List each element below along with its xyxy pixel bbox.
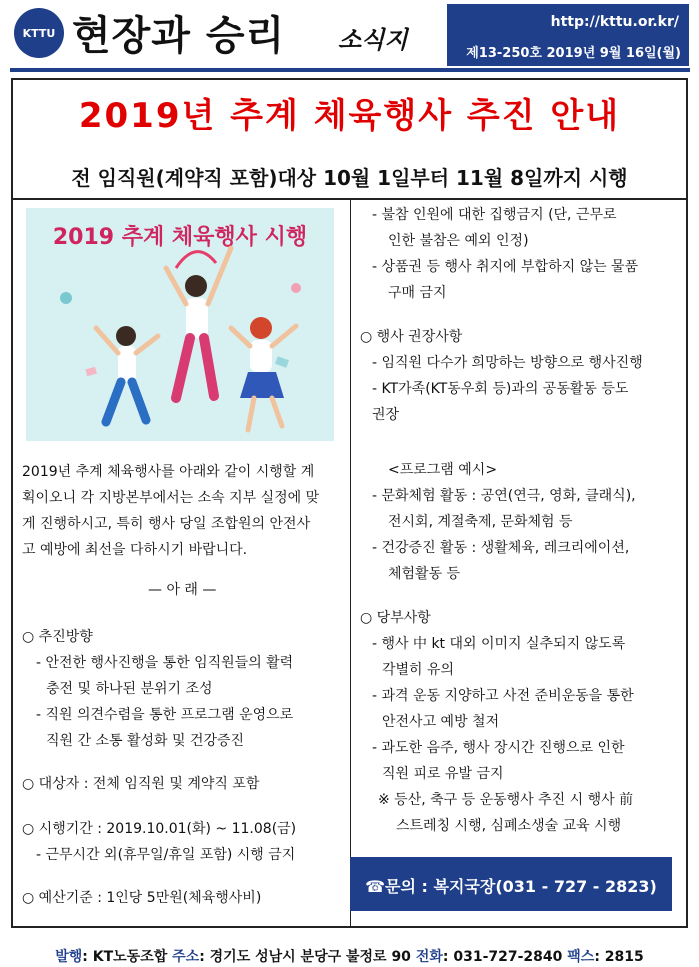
request-item: - 과도한 음주, 행사 장시간 진행으로 인한 <box>372 740 625 756</box>
recommend-item: - 임직원 다수가 희망하는 방향으로 행사진행 <box>372 355 643 371</box>
below-heading: — 아 래 — <box>148 582 217 598</box>
page-title: 2019년 추계 체육행사 추진 안내 <box>78 96 621 136</box>
contact-box <box>350 857 672 911</box>
program-item: - 건강증진 활동 : 생활체육, 레크리에이션, <box>372 540 630 556</box>
request-heading: ○ 당부사항 <box>360 610 431 626</box>
footer <box>0 946 699 966</box>
recommend-item: 권장 <box>372 407 400 423</box>
target-line: ○ 대상자 : 전체 임직원 및 계약직 포함 <box>22 776 260 792</box>
restriction-item: - 불참 인원에 대한 집행금지 (단, 근무로 <box>372 207 617 223</box>
fax: : 2815 <box>594 949 644 965</box>
request-item: - 행사 中 kt 대외 이미지 실추되지 않도록 <box>372 636 626 652</box>
illustration-title: 2019 추계 체육행사 시행 <box>52 225 308 250</box>
direction-heading: ○ 추진방향 <box>22 629 93 645</box>
restriction-item: 구매 금지 <box>388 285 447 301</box>
program-heading: <프로그램 예시> <box>388 462 498 478</box>
title-box <box>11 78 688 200</box>
intro-line: 게 진행하시고, 특히 행사 당일 조합원의 안전사 <box>22 516 311 532</box>
page-subtitle: 전 임직원(계약직 포함)대상 10월 1일부터 11월 8일까지 시행 <box>71 166 628 190</box>
period-note: - 근무시간 외(휴무일/휴일 포함) 시행 금지 <box>36 847 296 863</box>
phone-label: 전화 <box>415 949 443 965</box>
recommend-heading: ○ 행사 권장사항 <box>360 329 463 345</box>
request-note: ※ 등산, 축구 등 운동행사 추진 시 행사 前 <box>378 792 634 808</box>
direction-item: - 안전한 행사진행을 통한 임직원들의 활력 <box>36 655 294 671</box>
request-note: 스트레칭 시행, 심폐소생술 교육 시행 <box>396 818 622 834</box>
intro-line: 2019년 추계 체육행사를 아래와 같이 시행할 계 <box>22 464 315 480</box>
program-item: - 문화체험 활동 : 공연(연극, 영화, 클래식), <box>372 488 636 504</box>
intro-line: 획이오니 각 지방본부에서는 소속 지부 실정에 맞 <box>22 490 320 506</box>
budget-line: ○ 예산기준 : 1인당 5만원(체육행사비) <box>22 890 262 906</box>
phone: : 031-727-2840 <box>442 949 563 965</box>
union-logo <box>14 8 64 58</box>
logo-text: KTTU <box>22 26 56 40</box>
direction-item: 직원 간 소통 활성화 및 건강증진 <box>46 733 245 749</box>
issue-date: 제13-250호 2019년 9월 16일(월) <box>466 46 681 61</box>
direction-item: - 직원 의견수렴을 통한 프로그램 운영으로 <box>36 707 294 723</box>
request-item: 직원 피로 유발 금지 <box>382 766 504 782</box>
fax-label: 팩스 <box>567 949 595 965</box>
request-item: 각별히 유의 <box>382 662 455 678</box>
request-item: 안전사고 예방 철저 <box>382 714 500 730</box>
header-info-box <box>447 4 689 66</box>
publisher: : KT노동조합 <box>82 949 168 965</box>
newsletter-brand: 현장과 승리 <box>72 12 286 59</box>
website-url[interactable]: http://kttu.or.kr/ <box>550 14 679 30</box>
restriction-item: 인한 불참은 예외 인정) <box>388 233 529 249</box>
contact-text: ☎문의 : 복지국장(031 - 727 - 2823) <box>365 877 657 896</box>
request-item: - 과격 운동 지양하고 사전 준비운동을 통한 <box>372 688 634 704</box>
direction-item: 충전 및 하나된 분위기 조성 <box>46 681 213 697</box>
publisher-label: 발행 <box>55 949 83 965</box>
recommend-item: - KT가족(KT동우회 등)과의 공동활동 등도 <box>372 381 629 397</box>
program-item: 전시회, 계절축제, 문화체험 등 <box>388 514 573 530</box>
dancing-people-image <box>26 208 334 441</box>
restriction-item: - 상품권 등 행사 취지에 부합하지 않는 물품 <box>372 259 639 275</box>
newsletter-brand-sub: 소식지 <box>338 26 408 54</box>
address: : 경기도 성남시 분당구 불정로 90 <box>199 949 411 965</box>
address-label: 주소 <box>172 949 200 965</box>
event-illustration <box>26 208 334 441</box>
period-line: ○ 시행기간 : 2019.10.01(화) ~ 11.08(금) <box>22 821 297 837</box>
intro-line: 고 예방에 최선을 다하시기 바랍니다. <box>22 542 248 558</box>
program-item: 체험활동 등 <box>388 566 461 582</box>
header-divider <box>10 68 690 72</box>
